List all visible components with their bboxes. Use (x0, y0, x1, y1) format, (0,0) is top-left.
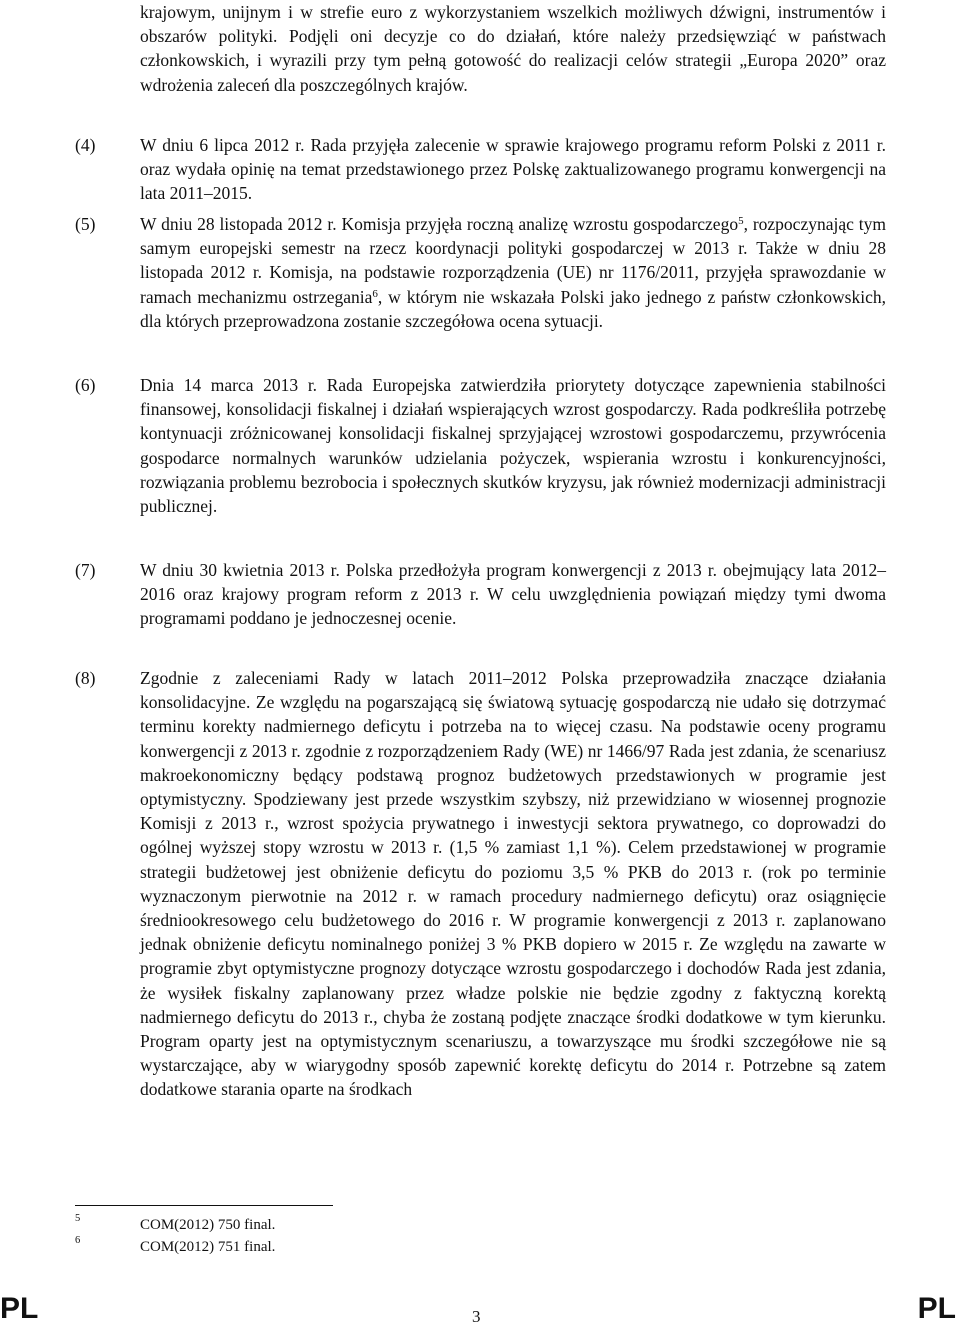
paragraph-number: (7) (75, 560, 96, 580)
paragraph-8 (0, 666, 886, 1102)
text-segment: W dniu 28 listopada 2012 r. Komisja przyjęła roczną analizę wzrostu gospodarczego (140, 214, 739, 234)
paragraph-text (140, 212, 886, 333)
paragraph-number: (6) (75, 375, 96, 395)
footnote-number: 6 (75, 1235, 81, 1246)
paragraph-text: Zgodnie z zaleceniami Rady w latach 2011–2012 Polska przeprowadziła znaczące działania konsolidacyjne. Ze względu na pogarszającą się światową sytuację gospodarczą nie udało się dotrzymać terminu korekty nadmiernego deficytu i potrzeba na to więcej czasu. Na podstawie oceny programu konwergencji z 2013 r. zgodnie z rozporządzeniem Rady (WE) nr 1466/97 Rada jest zdania, że scenariusz makroekonomiczny będący podstawą prognoz budżetowych przedstawionych w programie jest optymistyczny. Spodziewany jest przede wszystkim szybszy, niż przewidziano w wiosennej prognozie Komisji z 2013 r., wzrost spożycia prywatnego i inwestycji sektora prywatnego, co doprowadzi do ogólnej wyższej stopy wzrostu w 2013 r. (1,5 % zamiast 1,1 %). Celem przedstawionej w programie strategii budżetowej jest obniżenie deficytu do poziomu 3,5 % PKB do 2013 r. (rok po terminie wyznaczonym pierwotnie na 2012 r. w ramach procedury nadmiernego deficytu) oraz osiągnięcie średniookresowego celu budżetowego do 2016 r. W programie konwergencji z 2013 r. zaplanowano jednak obniżenie deficytu nominalnego poniżej 3 % PKB dopiero w 2015 r. Ze względu na zawarte w programie zbyt optymistyczne prognozy dotyczące wzrostu gospodarczego i dochodów Rada jest zdania, że wysiłek fiskalny zaplanowany przez władze polskie nie będzie zgodny z faktyczną korektą nadmiernego deficytu do 2013 r., chyba że zostaną podjęte znaczące środki dodatkowe w tym kierunku. Program oparty jest na optymistycznym scenariuszu, a towarzyszące mu środki szczegółowe nie są wystarczające, aby w wiarygodny sposób zapewnić korektę deficytu do 2014 r. Potrzebne są zatem dodatkowe starania oparte na środkach (140, 668, 886, 1100)
paragraph-text: W dniu 6 lipca 2012 r. Rada przyjęła zalecenie w sprawie krajowego programu reform Polski z 2011 r. oraz wydała opinię na temat przedstawionego przez Polskę zaktualizowanego programu konwergencji na lata 2011–2015. (140, 135, 886, 204)
footnote-separator (75, 1205, 333, 1206)
paragraph-number: (8) (75, 668, 96, 688)
footnote-reference[interactable]: 5 (738, 215, 744, 227)
footnote-text: COM(2012) 751 final. (140, 1239, 276, 1255)
footnote-reference[interactable]: 6 (372, 287, 378, 300)
paragraph-continued (0, 0, 886, 97)
text-segment: , w którym nie wskazała Polski jako jednego z państw członkowskich, dla których przeprowadzona zostanie szczegółowa ocena sytuacji. (140, 286, 886, 331)
paragraph-text: Dnia 14 marca 2013 r. Rada Europejska zatwierdziła priorytety dotyczące zapewnienia stabilności finansowej, konsolidacji fiskalnej i działań wspierających wzrost gospodarczy. Rada podkreśliła potrzebę kontynuacji zróżnicowanej konsolidacji fiskalnej sprzyjającej wzrostowi gospodarczemu, przywrócenia gospodarce normalnych warunków udzielania pożyczek, wspierania wzrostu i konkurencyjności, rozwiązania problemu bezrobocia i społecznych skutków kryzysu, jak również modernizacji administracji publicznej. (140, 375, 886, 517)
paragraph-text: krajowym, unijnym i w strefie euro z wykorzystaniem wszelkich możliwych dźwigni, instrumentów i obszarów polityki. Podjęli oni decyzje co do działań, które należy przedsięwziąć w państwach członkowskich, i wyrazili przy tym pełną gotowość do realizacji celów strategii „Europa 2020” oraz wdrożenia zaleceń dla poszczególnych krajów. (140, 2, 886, 95)
page-number: 3 (472, 1307, 481, 1326)
text-segment: , rozpoczynając tym samym europejski semestr na rzecz koordynacji polityki gospodarczej w 2013 r. Także w dniu 28 listopada 2012 r. Komisja, na podstawie rozporządzenia (UE) nr 1176/2011, przyjęła sprawozdanie w ramach mechanizmu ostrzegania (140, 214, 886, 307)
footnote-number: 5 (75, 1213, 81, 1224)
paragraph-4 (0, 133, 886, 206)
footer-language-code-right: PL (917, 1292, 956, 1325)
footer-language-code-left: PL (0, 1292, 39, 1325)
paragraph-5 (0, 212, 886, 333)
paragraph-7 (0, 558, 886, 631)
footnote-text: COM(2012) 750 final. (140, 1217, 276, 1233)
paragraph-text: W dniu 30 kwietnia 2013 r. Polska przedłożyła program konwergencji z 2013 r. obejmujący lata 2012–2016 oraz krajowy program reform z 2013 r. W celu uwzględnienia powiązań między tymi dwoma programami poddano je jednoczesnej ocenie. (140, 560, 886, 629)
paragraph-number: (5) (75, 214, 96, 234)
paragraph-number: (4) (75, 135, 96, 155)
paragraph-6 (0, 373, 886, 518)
